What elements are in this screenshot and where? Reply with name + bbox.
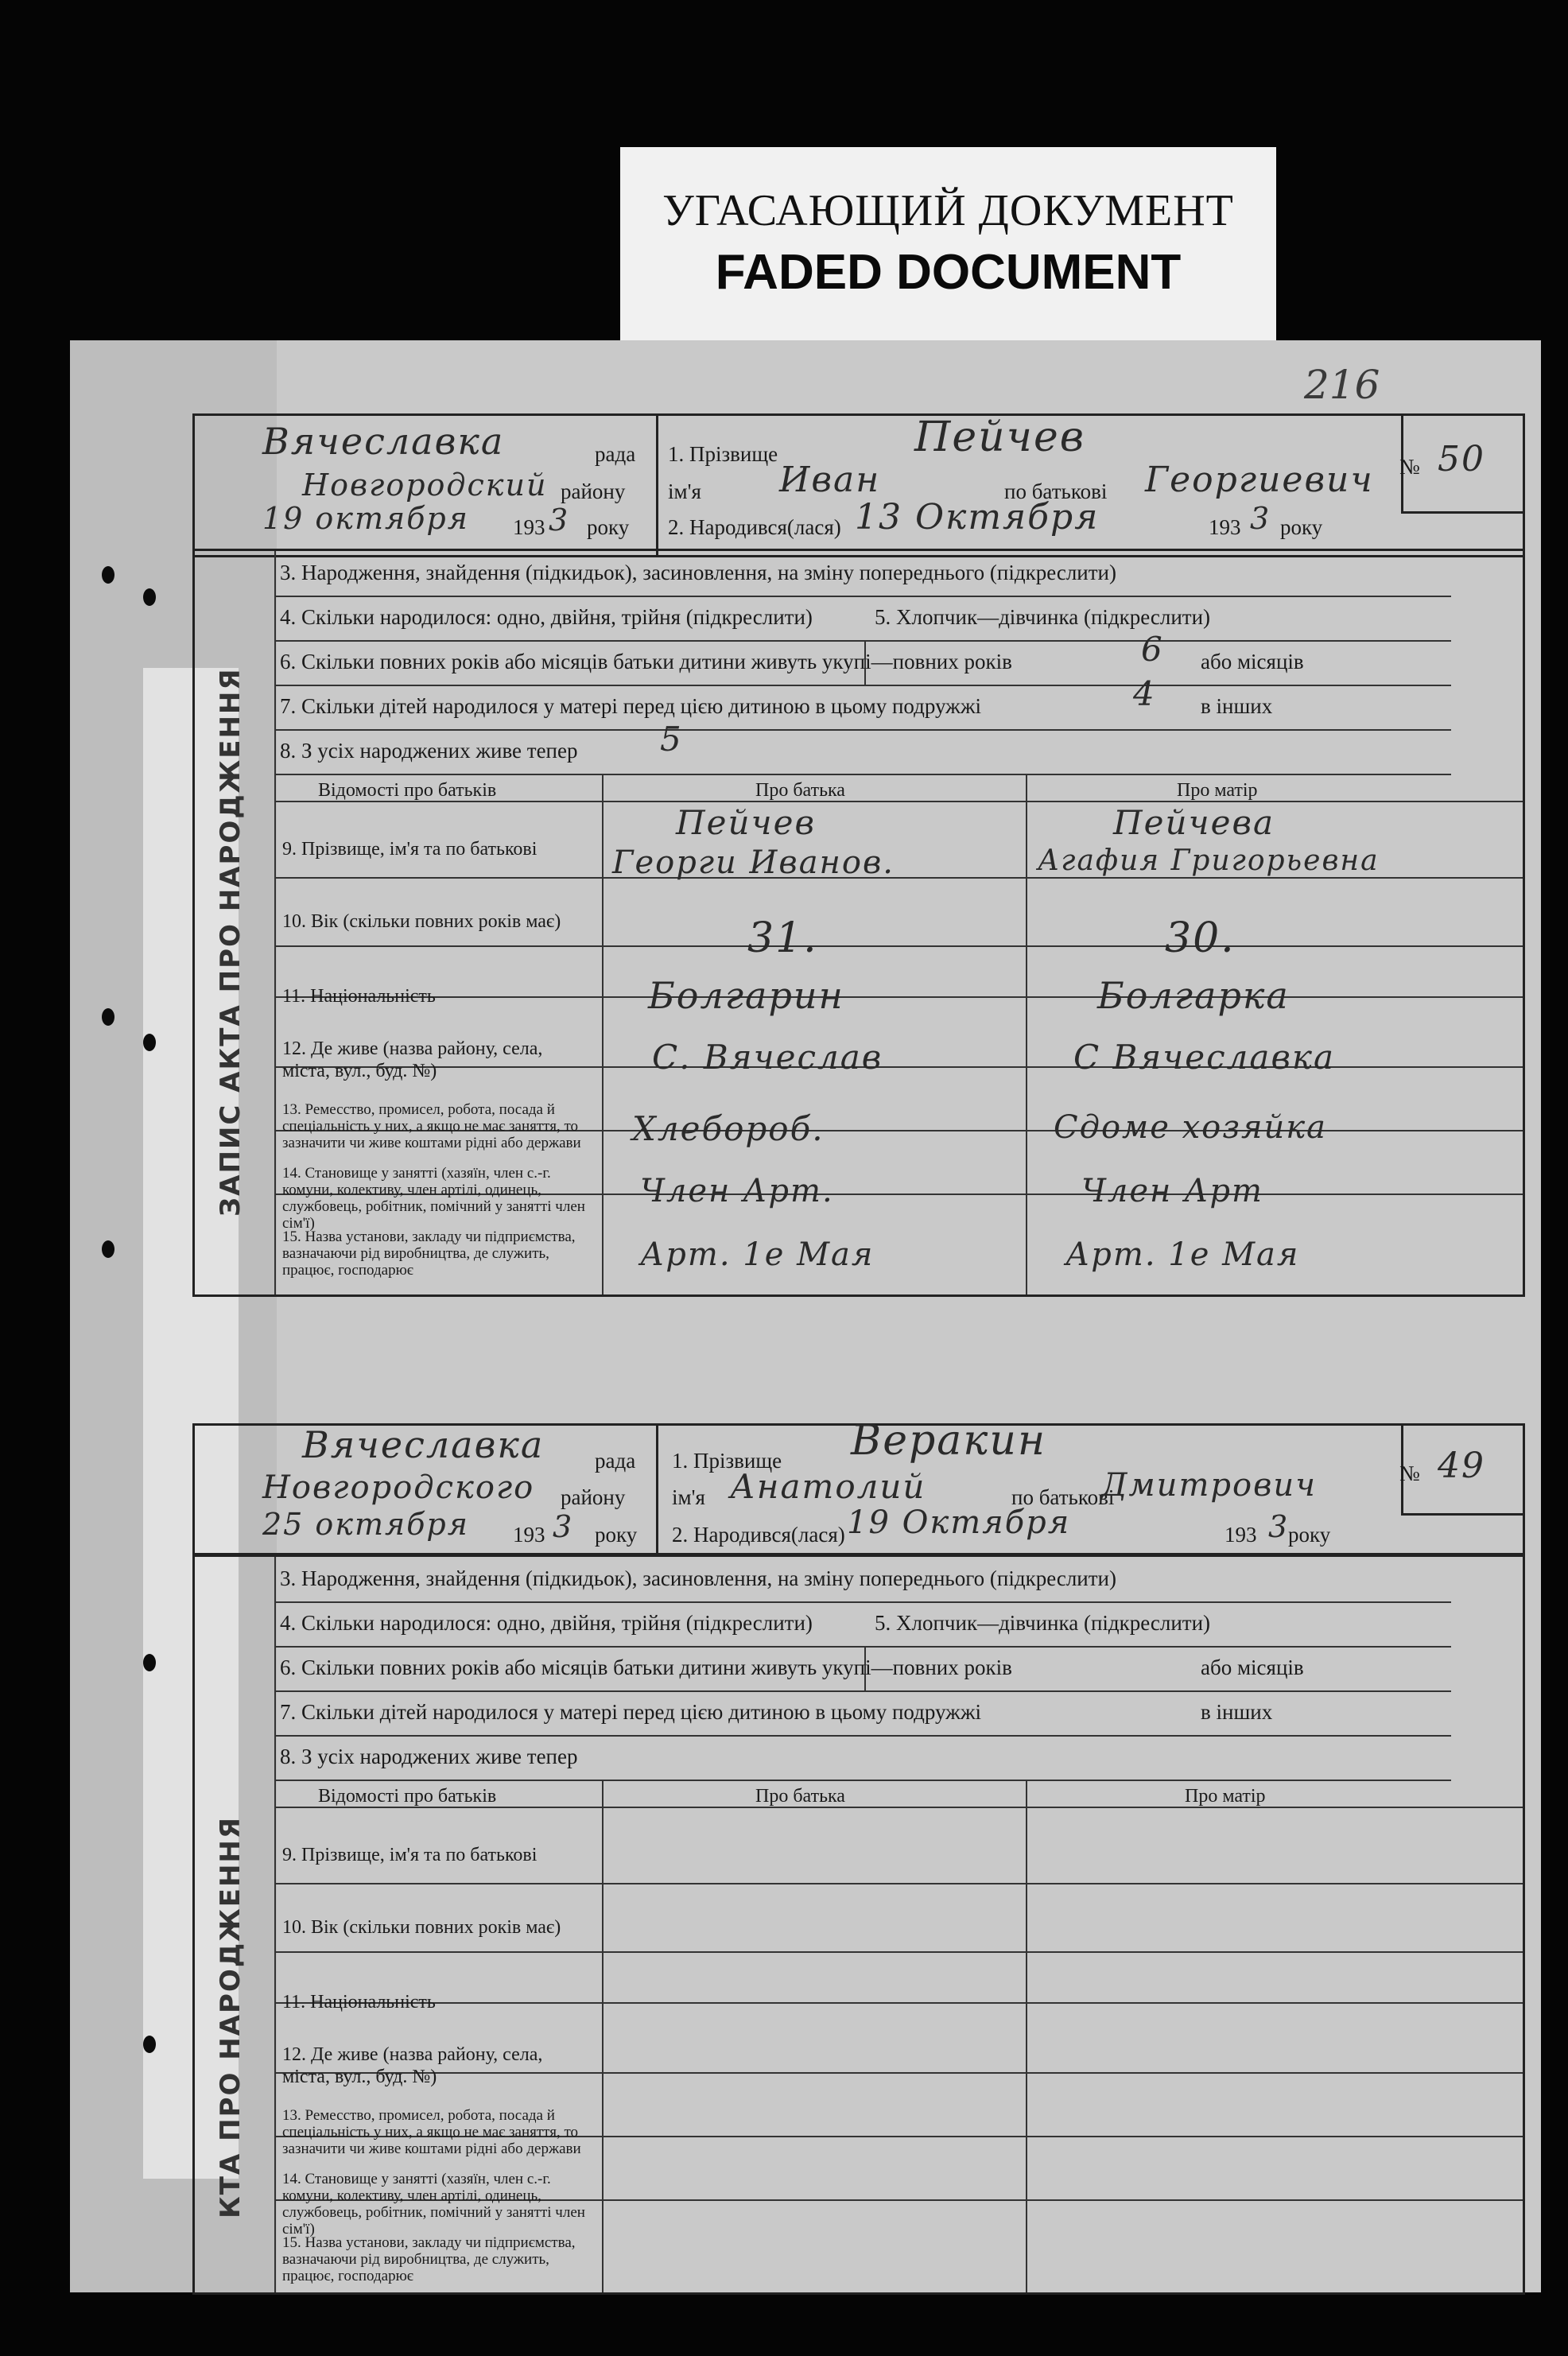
row9-label: 9. Прізвище, ім'я та по батькові (282, 1845, 538, 1865)
record1-f4: 4. Скільки народилося: одно, двійня, трійня (підкреслити) (280, 605, 813, 629)
col-info: Відомості про батьків (318, 1786, 497, 1807)
record2-born: 19 Октября (847, 1504, 1071, 1541)
record2-patronymic: Дмитрович (1101, 1467, 1317, 1504)
record2-year-reg: 3 (553, 1509, 574, 1544)
label-rada: рада (595, 442, 636, 466)
record1-surname: Пейчев (914, 413, 1085, 461)
label-patronymic: по батькові (1011, 1485, 1115, 1509)
record1-name: Иван (779, 460, 881, 500)
row14-label: 14. Становище у занятті (хазяїн, член с.-г. комуни, колективу, член артілі, одинець, службовець, робітник, помічний у занятті член сім'ї) (282, 1165, 585, 1232)
punch-hole (102, 566, 114, 584)
record2-date-reg: 25 октября (262, 1507, 469, 1542)
label-patronymic: по батькові (1004, 479, 1108, 503)
label-born: 2. Народився(лася) (668, 515, 841, 539)
record1-mother-occ: Сдоме хозяйка (1054, 1109, 1328, 1146)
stub-vertical-title-top: ЗАПИС АКТА ПРО НАРОДЖЕННЯ (215, 667, 246, 1217)
punch-hole (143, 1654, 156, 1671)
label-roku: року (1288, 1523, 1331, 1547)
record2-f4: 4. Скільки народилося: одно, двійня, трійня (підкреслити) (280, 1611, 813, 1635)
punch-hole (102, 1008, 114, 1026)
label-no: № (1399, 455, 1420, 479)
label-no: № (1399, 1461, 1420, 1485)
label-roku: року (1280, 515, 1323, 539)
record1-mother-nat: Болгарка (1097, 974, 1290, 1017)
record1-year-reg: 3 (549, 503, 570, 538)
record1-mother-name-1: Пейчева (1113, 803, 1275, 842)
record1-father-age: 31. (747, 914, 818, 962)
col-info: Відомості про батьків (318, 780, 497, 801)
punch-hole (143, 1034, 156, 1051)
record2-f6-tail: або місяців (1201, 1655, 1304, 1679)
punch-hole (102, 1240, 114, 1258)
record2-surname: Веракин (851, 1417, 1047, 1465)
record1-date-reg: 19 октября (262, 501, 469, 536)
row12-label: 12. Де живе (назва району, села, міста, вул., буд. №) (282, 1038, 543, 1081)
record2-raion-value: Новгородского (262, 1469, 535, 1506)
row9-label: 9. Прізвище, ім'я та по батькові (282, 839, 538, 860)
record1-father-org: Арт. 1е Мая (640, 1236, 875, 1273)
label-russian: УГАСАЮЩИЙ ДОКУМЕНТ (662, 186, 1234, 235)
record1-father-occ: Хлебороб. (632, 1109, 825, 1148)
record1-mother-age: 30. (1165, 914, 1236, 962)
col-father: Про батька (755, 1786, 845, 1807)
record1-raion-value: Новгородский (302, 468, 548, 503)
record1-father-res: С. Вячеслав (652, 1038, 883, 1077)
record1-father-nat: Болгарин (648, 974, 844, 1017)
row15-label: 15. Назва установи, закладу чи підприємства, вазначаючи рід виробництва, де служить, працює, господарює (282, 2234, 576, 2284)
record2-f7-tail: в інших (1201, 1700, 1273, 1724)
record1-father-name-2: Георги Иванов. (612, 844, 895, 881)
label-year: 193 (513, 1523, 545, 1547)
stub-vertical-title-bottom: КТА ПРО НАРОДЖЕННЯ (215, 1815, 246, 2218)
col-mother: Про матір (1185, 1786, 1266, 1807)
record2-rada-value: Вячеславка (302, 1423, 545, 1466)
record1-mother-res: С Вячеславка (1073, 1038, 1336, 1077)
label-name: ім'я (668, 479, 701, 503)
row11-label: 11. Національність (282, 986, 436, 1007)
record2-name: Анатолий (730, 1467, 926, 1506)
sheet-number: 216 (1304, 362, 1380, 408)
record1-born: 13 Октября (855, 497, 1100, 538)
label-roku: року (595, 1523, 638, 1547)
row13-label: 13. Ремесство, промисел, робота, посада й спеціальність у них, а якщо не має заняття, то зазначити чи живе коштами рідні або держави (282, 1101, 581, 1151)
row12-label: 12. Де живе (назва району, села, міста, вул., буд. №) (282, 2044, 543, 2087)
label-name: ім'я (672, 1485, 705, 1509)
record1-f6-tail: або місяців (1201, 650, 1304, 673)
label-year: 193 (1225, 1523, 1257, 1547)
row13-label: 13. Ремесство, промисел, робота, посада й спеціальність у них, а якщо не має заняття, то зазначити чи живе коштами рідні або держави (282, 2107, 581, 2157)
record1-living: 5 (660, 720, 683, 759)
faded-document-label (620, 147, 1276, 342)
record2-f5: 5. Хлопчик—дівчинка (підкреслити) (875, 1611, 1211, 1635)
row11-label: 11. Національність (282, 1992, 436, 2012)
label-rada: рада (595, 1449, 636, 1473)
record1-born-year: 3 (1250, 501, 1271, 536)
label-born: 2. Народився(лася) (672, 1523, 845, 1547)
col-father: Про батька (755, 780, 845, 801)
record1-father-status: Член Арт. (640, 1173, 834, 1209)
record1-children-before: 4 (1133, 674, 1156, 713)
label-raion: району (561, 1485, 626, 1509)
record1-f6: 6. Скільки повних років або місяців батьки дитини живуть укупі—повних років (280, 650, 1012, 673)
record1-years-together: 6 (1141, 630, 1164, 669)
record1-mother-status: Член Арт (1081, 1173, 1263, 1209)
record1-number: 50 (1438, 439, 1485, 479)
record2-f8: 8. З усіх народжених живе тепер (280, 1745, 578, 1768)
record1-patronymic: Георгиевич (1145, 460, 1374, 500)
label-roku: року (587, 515, 630, 539)
record1-mother-name-2: Агафия Григорьевна (1038, 844, 1380, 877)
record2-f7: 7. Скільки дітей народилося у матері перед цією дитиною в цьому подружжі (280, 1700, 981, 1724)
row10-label: 10. Вік (скільки повних років має) (282, 1917, 561, 1938)
row15-label: 15. Назва установи, закладу чи підприємства, вазначаючи рід виробництва, де служить, працює, господарює (282, 1228, 576, 1279)
record1-f7: 7. Скільки дітей народилося у матері перед цією дитиною в цьому подружжі (280, 694, 981, 718)
punch-hole (143, 2036, 156, 2053)
record1-f3: 3. Народження, знайдення (підкидьок), засиновлення, на зміну попереднього (підкреслити) (280, 561, 1116, 584)
record2-f6: 6. Скільки повних років або місяців батьки дитини живуть укупі—повних років (280, 1655, 1012, 1679)
label-surname: 1. Прізвище (672, 1449, 782, 1473)
label-english: FADED DOCUMENT (715, 245, 1182, 300)
record2-born-year: 3 (1268, 1509, 1290, 1544)
label-year: 193 (513, 515, 545, 539)
record2-f3: 3. Народження, знайдення (підкидьок), засиновлення, на зміну попереднього (підкреслити) (280, 1566, 1116, 1590)
record1-f7-tail: в інших (1201, 694, 1273, 718)
label-raion: району (561, 479, 626, 503)
label-year: 193 (1209, 515, 1241, 539)
row10-label: 10. Вік (скільки повних років має) (282, 911, 561, 932)
record1-rada-value: Вячеславка (262, 420, 505, 463)
record1-mother-org: Арт. 1е Мая (1065, 1236, 1300, 1273)
record1-f8: 8. З усіх народжених живе тепер (280, 739, 578, 763)
row14-label: 14. Становище у занятті (хазяїн, член с.-г. комуни, колективу, член артілі, одинець, службовець, робітник, помічний у занятті член сім'ї) (282, 2171, 585, 2238)
label-surname: 1. Прізвище (668, 442, 778, 466)
punch-hole (143, 588, 156, 606)
col-mother: Про матір (1177, 780, 1258, 801)
record2-number: 49 (1438, 1446, 1485, 1486)
record1-f5: 5. Хлопчик—дівчинка (підкреслити) (875, 605, 1211, 629)
record1-father-name-1: Пейчев (676, 803, 816, 842)
